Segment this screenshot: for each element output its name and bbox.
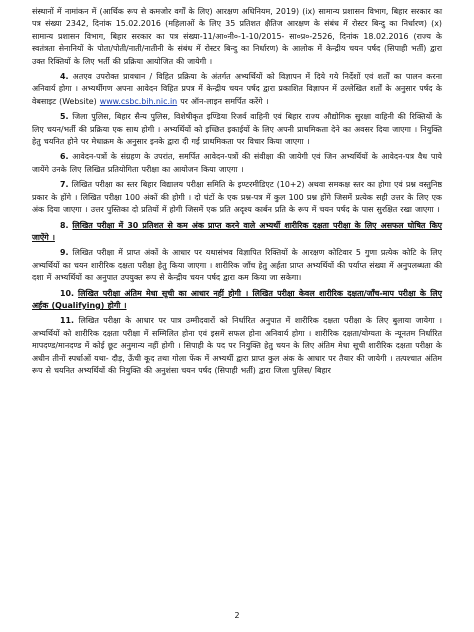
paragraph-6 (32, 151, 442, 176)
paragraph-text-after-link: पर ऑन-लाइन समर्पित करेंगे । (180, 96, 269, 106)
website-link[interactable]: www.csbc.bih.nic.in (99, 96, 178, 106)
paragraph-7 (32, 179, 442, 216)
paragraph-continuation (32, 6, 442, 68)
paragraph-4 (32, 71, 442, 108)
paragraph-text: आवेदन-पत्रों के संग्रहण के उपरांत, समर्पित आवेदन-पत्रों की संवीक्षा की जायेगी एवं जिन अभ्यर्थियों के आवेदन-पत्र वैध पाये जायेंगे उनके लिए लिखित प्रतियोगिता परीक्षा का आयोजन किया जाएगा । (32, 152, 442, 174)
paragraph-emphasis: लिखित परीक्षा में 30 प्रतिशत से कम अंक प्राप्त करने वाले अभ्यर्थी शारीरिक दक्षता परीक्षा के लिए असफल घोषित किए जाऐंगे । (32, 220, 442, 242)
paragraph-5 (32, 111, 442, 148)
paragraph-text: अतएव उपरोक्त प्रावधान / विहित प्रक्रिया के अंतर्गत अभ्यर्थियों को विज्ञापन में दिये गये निर्देशों एवं शर्तों का पालन करना अनिवार्य होगा । अभ्यर्थीगण अपना आवेदन विहित प्रपत्र में केन्द्रीय चयन पर्षद द्वारा प्रकाशित विज्ञापन में उल्लेखित शर्तों के अनुसार पर्षद के वेबसाइट (Website) (32, 72, 442, 106)
paragraph-text: लिखित परीक्षा का स्तर बिहार विद्यालय परीक्षा समिति के इण्टरमीडिएट (10+2) अथवा समकक्ष स्तर का होगा एवं प्रश्न वस्तुनिष्ठ प्रकार के होंगे । लिखित परीक्षा 100 अंकों की होगी । दो घंटों के एक प्रश्न-पत्र में कुल 100 प्रश्न होंगे जिसमें प्रत्येक सही उत्तर के लिए एक अंक दिया जाएगा । उत्तर पुस्तिका दो प्रतियों में होगी जिसमें एक प्रति अदृश्य कार्बन प्रति के रूप में चयन पर्षद के पास सुरक्षित रखा जाएगा । (32, 180, 442, 215)
paragraph-number: 7. (60, 180, 69, 190)
paragraph-number: 5. (60, 112, 69, 122)
page-number: 2 (234, 611, 240, 620)
paragraph-number: 8. (60, 220, 69, 230)
paragraph-number: 6. (60, 152, 69, 162)
paragraph-text: जिला पुलिस, बिहार सैन्य पुलिस, विशेषीकृत इण्डिया रिजर्व वाहिनी एवं बिहार राज्य औद्योगिक सुरक्षा वाहिनी की रिक्तियों के लिए चयन/भर्ती की प्रक्रिया एक साथ होगी । अभ्यर्थियों को इच्छित इकाईयों के लिए अपनी प्राथमिकता देने का अवसर दिया जाएगा । नियुक्ति हेतु चयनित होने पर मेधाक्रम के अनुसार इनके द्वारा दी गई प्राथमिकता पर विचार किया जाएगा । (32, 112, 442, 147)
paragraph-number: 4. (60, 72, 69, 82)
paragraph-text: लिखित परीक्षा के आधार पर पात्र उम्मीदवारों को निर्धारित अनुपात में शारीरिक दक्षता परीक्षा के लिए बुलाया जायेगा । अभ्यर्थियों को शारीरिक दक्षता परीक्षा में सम्मिलित होना एवं इसमें सफल होना अनिवार्य होगा । शारीरिक दक्षता/योग्यता के न्यूनतम निर्धारित मापदण्ड/मानदण्ड में कोई छूट अनुमान्य नहीं होगी । सिपाही के पद पर नियुक्ति हेतु चयन के लिए अंतिम मेधा सूची शारीरिक दक्षता परीक्षा के अधीन तीनों स्पर्धाओं यथा- दौड़, ऊँची कूद तथा गोला फेंक में अभ्यर्थी द्वारा प्राप्त कुल अंक के आधार पर तैयार की जायेगी । तत्पश्चात अंतिम रूप से चयनित अभ्यर्थियों की नियुक्ति की अनुशंसा चयन पर्षद (सिपाही भर्ती) द्वारा जिला पुलिस/ बिहार (32, 316, 442, 375)
paragraph-11 (32, 315, 442, 377)
paragraph-text: संस्थानों में नामांकन में (आर्थिक रूप से कमजोर वर्गों के लिए) आरक्षण अधिनियम, 2019) (ix) सामान्य प्रशासन विभाग, बिहार सरकार का पत्र संख्या 2342, दिनांक 15.02.2016 (महिलाओं के लिए 35 प्रतिशत क्षैतिज आरक्षण के संबंध में रोस्टर बिन्दु का निर्धारण) (x) सामान्य प्रशासन विभाग, बिहार सरकार का पत्र संख्या-11/आ०नी०-1-10/2015- सा०प्र०-2526, दिनांक 18.02.2016 (राज्य के स्वतंत्रता सेनानियों के पोता/पोती/नाती/नातीनी के संबंध में रोस्टर बिन्दु का निर्धारण) के आलोक में केन्द्रीय चयन पर्षद (सिपाही भर्ती) द्वारा उक्त रिक्तियों के लिए भर्ती की प्रक्रिया आयोजित की जायेगी । (32, 7, 442, 66)
paragraph-emphasis: लिखित परीक्षा अंतिम मेधा सूची का आधार नहीं होगी । लिखित परीक्षा केवल शारीरिक दक्षता/जाँच-माप परीक्षा के लिए अर्हक (Qualifying) होगी । (32, 288, 443, 310)
paragraph-text: लिखित परीक्षा में प्राप्त अंकों के आधार पर यथासंभव विज्ञापित रिक्तियों के आरक्षण कोटिवार 5 गुणा प्रत्येक कोटि के लिए अभ्यर्थियों का चयन शारीरिक दक्षता परीक्षा हेतु किया जाएगा । शारीरिक जाँच हेतु अर्हता प्राप्त अभ्यर्थियों की पर्याप्त संख्या में अनुपलब्धता की दशा में अभ्यर्थियों का अनुपात उपयुक्त रूप से केन्द्रीय चयन पर्षद द्वारा कम किया जा सकेगा। (32, 248, 443, 283)
paragraph-9 (32, 247, 442, 284)
paragraph-8 (32, 220, 442, 245)
paragraph-number: 11. (60, 316, 74, 326)
paragraph-10 (32, 288, 442, 313)
paragraph-number: 10. (60, 288, 74, 298)
paragraph-number: 9. (60, 248, 69, 258)
